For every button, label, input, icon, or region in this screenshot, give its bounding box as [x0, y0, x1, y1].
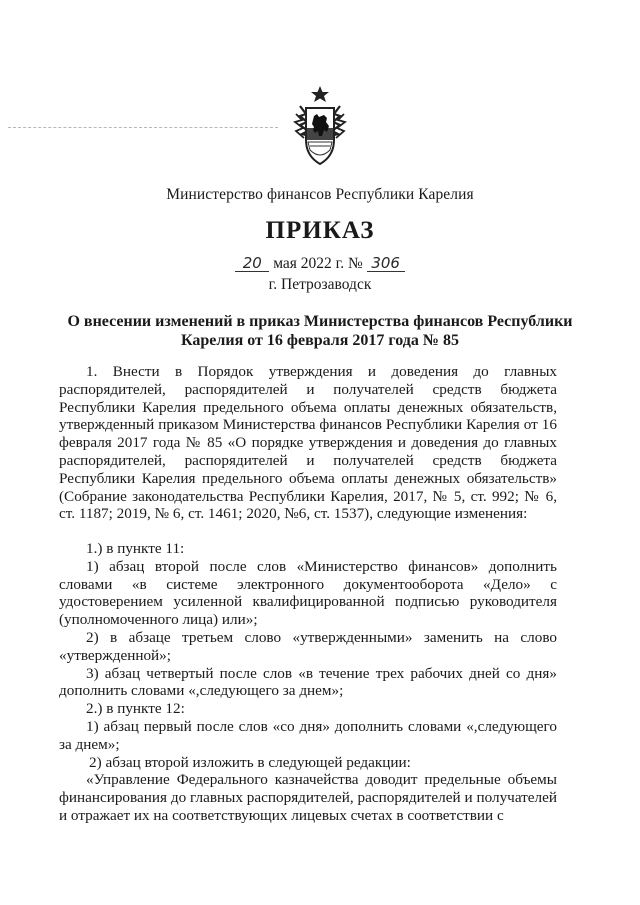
order-title: ПРИКАЗ	[265, 217, 375, 244]
heading-line-2: Карелия от 16 февраля 2017 года № 85	[181, 332, 459, 349]
handwritten-order-number: 306	[367, 256, 405, 272]
handwritten-date-day: 20	[235, 256, 269, 272]
body-section-2	[59, 540, 557, 825]
subitem-12-1: 1) абзац первый после слов «со дня» дополнить словами «,следующего за днем»;	[59, 717, 557, 753]
subitem-11-1: 1) абзац второй после слов «Министерство финансов» дополнить словами «в системе электронного документооборота «Дело» с удостоверением усиленной квалифицированной подписью руководителя (уполномоченного лица) или»;	[59, 557, 557, 629]
subitem-11-3: 3) абзац четвертый после слов «в течение трех рабочих дней со дня» дополнить словами «,следующего за днем»;	[59, 664, 557, 700]
order-heading	[60, 312, 580, 350]
scan-artifact-line	[8, 127, 278, 131]
heading-line-1: О внесении изменений в приказ Министерства финансов Республики	[67, 313, 573, 330]
order-date-text: мая 2022 г. №	[273, 255, 363, 272]
city-name: г. Петрозаводск	[268, 276, 372, 293]
subitem-point-11: 1.) в пункте 11:	[86, 540, 185, 557]
subitem-point-12: 2.) в пункте 12:	[86, 700, 185, 718]
subitem-12-2: 2) абзац второй изложить в следующей редакции:	[89, 753, 411, 771]
quoted-text: «Управление Федерального казначейства доводит предельные объемы финансирования до главных распорядителей, распорядителей и получателей и отражает их на соответствующих лицевых счетах в соответствии с	[59, 771, 557, 824]
karelia-coat-of-arms-icon	[286, 84, 354, 174]
order-date-line	[0, 255, 640, 273]
body-section-1	[59, 363, 557, 523]
paragraph-item-1: 1. Внести в Порядок утверждения и доведения до главных распорядителей, распорядителей и получателей средств бюджета Республики Карелия предельного объема оплаты денежных обязательств, утвержденный приказом Министерства финансов Республики Карелия от 16 февраля 2017 года № 85 «О порядке утверждения и доведения до главных распорядителей, распорядителей и получателей средств бюджета Республики Карелия предельного объема оплаты денежных обязательств» (Собрание законодательства Республики Карелия, 2017, № 5, ст. 992; № 6, ст. 1187; 2019, № 6, ст. 1461; 2020, №6, ст. 1537), следующие изменения:	[59, 363, 557, 523]
ministry-name: Министерство финансов Республики Карелия	[166, 186, 474, 203]
subitem-11-2: 2) в абзаце третьем слово «утвержденными» заменить на слово «утвержденной»;	[59, 628, 557, 664]
